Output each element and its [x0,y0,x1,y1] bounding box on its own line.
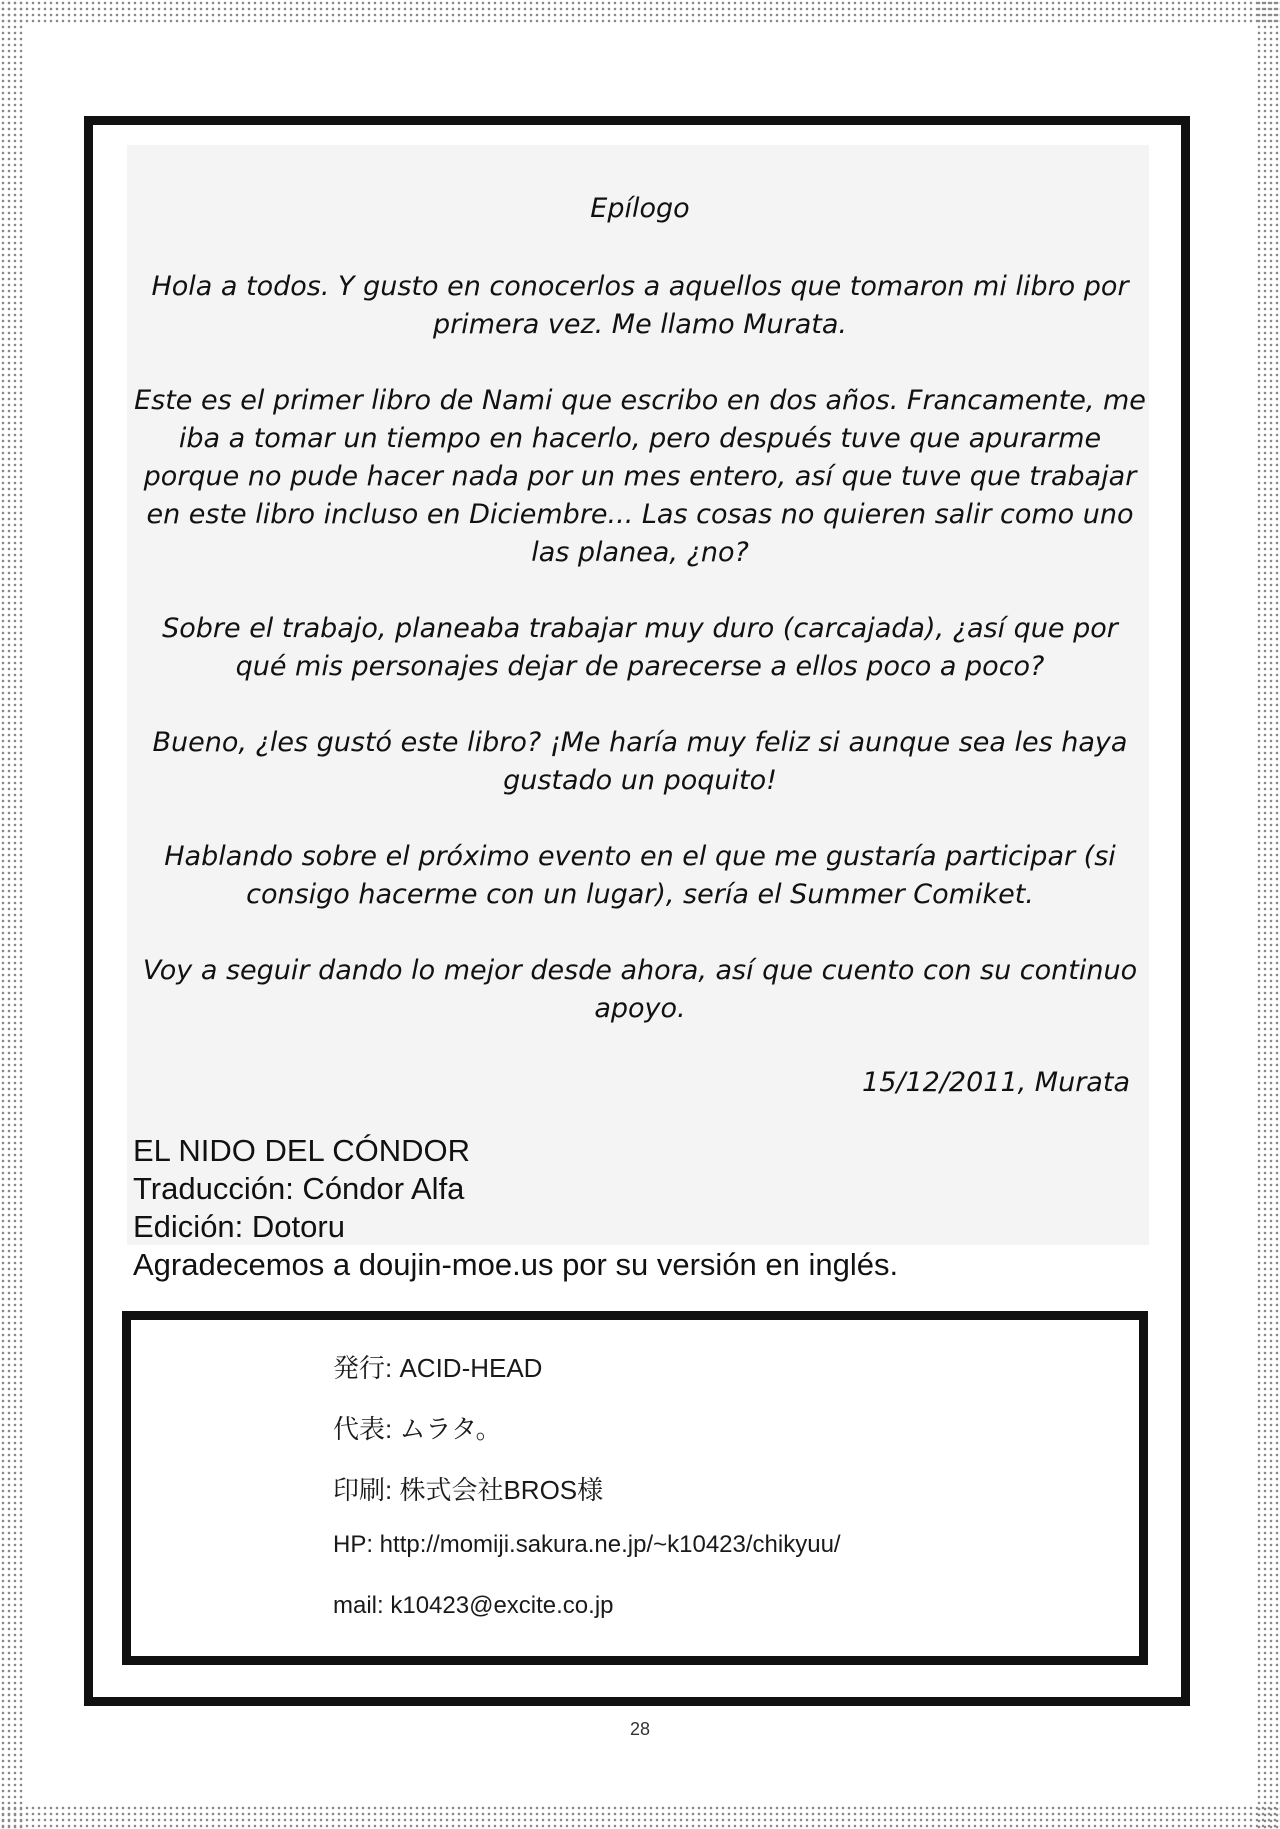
publication-info [333,1348,841,1653]
letter-paragraph: Este es el primer libro de Nami que escribo en dos años. Francamente, me iba a tomar un tiempo en hacerlo, pero después tuve que apurarme porque no pude hacer nada por un mes entero, así que tuve que trabajar en este libro incluso en Diciembre... Las cosas no quieren salir como uno las planea, ¿no? [134,385,1146,568]
letter-signature: 15/12/2011, Murata [862,1067,1130,1098]
mail-line: mail: k10423@excite.co.jp [333,1592,614,1619]
epilogue-letter [130,190,1150,1066]
letter-paragraph: Hablando sobre el próximo evento en el que me gustaría participar (si consigo hacerme con un lugar), sería el Summer Comiket. [164,841,1116,910]
letter-paragraph: Sobre el trabajo, planeaba trabajar muy duro (carcajada), ¿así que por qué mis personajes dejar de parecerse a ellos poco a poco? [162,613,1118,682]
page-number: 28 [629,1719,651,1739]
letter-paragraph: Bueno, ¿les gustó este libro? ¡Me haría muy feliz si aunque sea les haya gustado un poquito! [152,727,1128,796]
thanks-note: Agradecemos a doujin-moe.us por su versión en inglés. [133,1247,899,1282]
printing-line: 印刷: 株式会社BROS様 [333,1475,604,1505]
group-name: EL NIDO DEL CÓNDOR [133,1133,471,1168]
edition-credit: Edición: Dotoru [133,1209,345,1244]
homepage-line: HP: http://momiji.sakura.ne.jp/~k10423/chikyuu/ [333,1531,841,1558]
translation-credit: Traducción: Cóndor Alfa [133,1171,465,1206]
translation-credits [133,1132,898,1284]
letter-title: Epílogo [590,193,690,224]
letter-paragraph: Hola a todos. Y gusto en conocerlos a aquellos que tomaron mi libro por primera vez. Me llamo Murata. [151,271,1129,340]
publisher-line: 発行: ACID-HEAD [333,1353,543,1383]
letter-paragraph: Voy a seguir dando lo mejor desde ahora, así que cuento con su continuo apoyo. [142,955,1138,1024]
representative-line: 代表: ムラタ。 [333,1414,502,1444]
